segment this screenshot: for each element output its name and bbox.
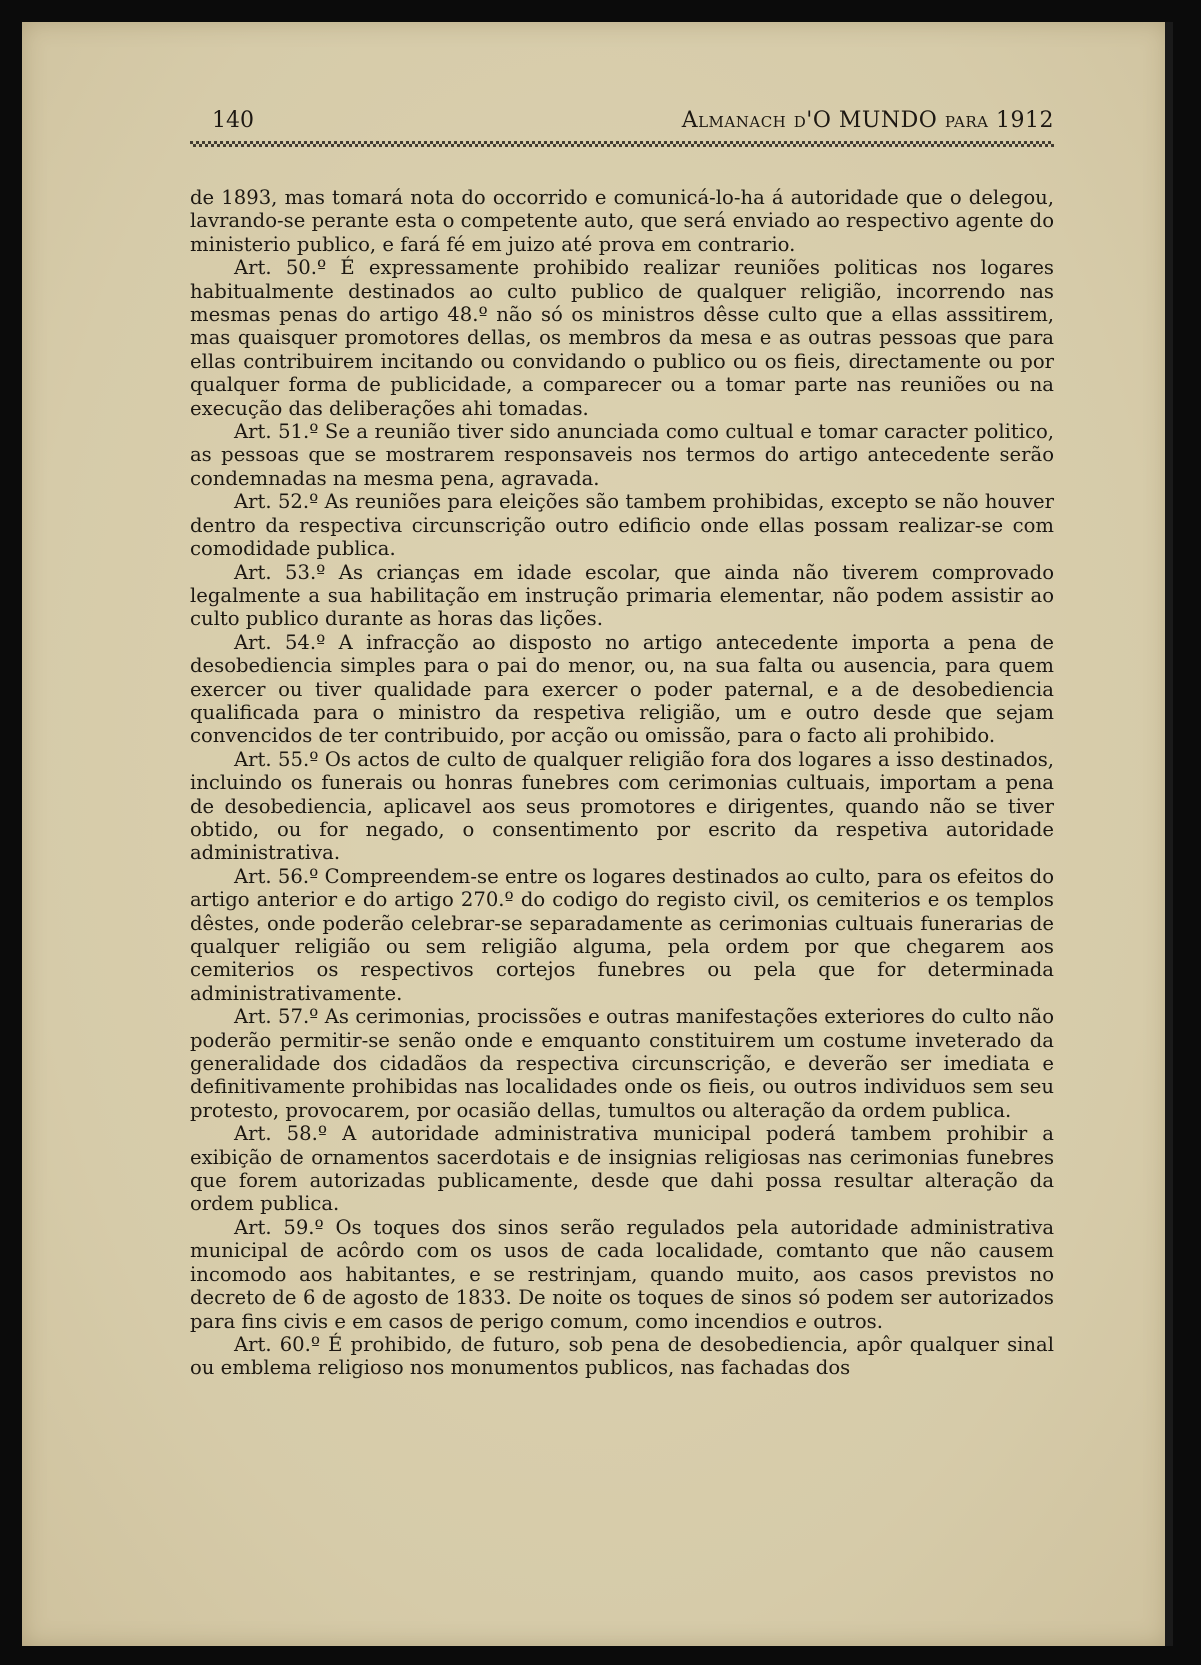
paragraph-continuation: de 1893, mas tomará nota do occorrido e comunicá-lo-ha á autoridade que o delegou, lavrando-se perante esta o competente auto, que será enviado ao respectivo agente do ministerio publico, e fará fé em juizo até prova em contrario.	[190, 186, 1054, 256]
article-56: Art. 56.º Compreendem-se entre os logares destinados ao culto, para os efeitos do artigo anterior e do artigo 270.º do codigo do registo civil, os cemiterios e os templos dêstes, onde poderão celebrar-se separadamente as cerimonias cultuais funerarias de qualquer religião ou sem religião alguma, pela ordem por que chegarem aos cemiterios os respectivos cortejos funebres ou pela que for determinada administrativamente.	[190, 864, 1054, 1005]
page-number: 140	[212, 108, 254, 133]
article-59: Art. 59.º Os toques dos sinos serão regulados pela autoridade administrativa municipal de acôrdo com os usos de cada localidade, comtanto que não causem incomodo aos habitantes, e se restrinjam, quando muito, aos casos previstos no decreto de 6 de agosto de 1833. De noite os toques de sinos só podem ser autorizados para fins civis e em casos de perigo comum, como incendios e outros.	[190, 1215, 1054, 1333]
running-title: Almanach d'O MUNDO para 1912	[681, 108, 1054, 133]
article-60: Art. 60.º É prohibido, de futuro, sob pena de desobediencia, apôr qualquer sinal ou emblema religioso nos monumentos publicos, nas fachadas dos	[190, 1332, 1054, 1380]
article-55: Art. 55.º Os actos de culto de qualquer religião fora dos logares a isso destinados, incluindo os funerais ou honras funebres com cerimonias cultuais, importam a pena de desobediencia, aplicavel aos seus promotores e dirigentes, quando não se tiver obtido, ou for negado, o consentimento por escrito da respetiva autoridade administrativa.	[190, 747, 1054, 865]
article-51: Art. 51.º Se a reunião tiver sido anunciada como cultual e tomar caracter politico, as pessoas que se mostrarem responsaveis nos termos do artigo antecedente serão condemnadas na mesma pena, agravada.	[190, 420, 1054, 490]
article-53: Art. 53.º As crianças em idade escolar, que ainda não tiverem comprovado legalmente a sua habilitação em instrução primaria elementar, não podem assistir ao culto publico durante as horas das lições.	[190, 560, 1054, 631]
article-52: Art. 52.º As reuniões para eleições são tambem prohibidas, excepto se não houver dentro da respectiva circunscrição outro edificio onde ellas possam realizar-se com comodidade publica.	[190, 490, 1054, 561]
article-57: Art. 57.º As cerimonias, procissões e outras manifestações exteriores do culto não poderão permitir-se senão onde e emquanto constituirem um costume inveterado da generalidade dos cidadãos da respectiva circunscrição, e deverão ser imediata e definitivamente prohibidas nas localidades onde os fieis, ou outros individuos sem seu protesto, provocarem, por ocasião dellas, tumultos ou alteração da ordem publica.	[190, 1005, 1054, 1122]
body-text	[190, 186, 1054, 1380]
decorative-header-rule	[190, 141, 1054, 147]
article-54: Art. 54.º A infracção ao disposto no artigo antecedente importa a pena de desobediencia simples para o pai do menor, ou, na sua falta ou ausencia, para quem exercer ou tiver qualidade para exercer o poder paternal, e a de desobediencia qualificada para o ministro da respetiva religião, um e outro desde que sejam convencidos de ter contribuido, por acção ou omissão, para o facto ali prohibido.	[190, 630, 1054, 748]
article-58: Art. 58.º A autoridade administrativa municipal poderá tambem prohibir a exibição de ornamentos sacerdotais e de insignias religiosas nas cerimonias funebres que forem autorizadas publicamente, desde que dahi possa resultar alteração da ordem publica.	[190, 1122, 1054, 1216]
article-50: Art. 50.º É expressamente prohibido realizar reuniões politicas nos logares habitualmente destinados ao culto publico de qualquer religião, incorrendo nas mesmas penas do artigo 48.º não só os ministros dêsse culto que a ellas asssitirem, mas quaisquer promotores dellas, os membros da mesa e as outras pessoas que para ellas contribuirem incitando ou convidando o publico ou os fieis, directamente ou por qualquer forma de publicidade, a comparecer ou a tomar parte nas reuniões ou na execução das deliberações ahi tomadas.	[190, 256, 1054, 420]
page-header	[190, 108, 1054, 144]
page-edge-shadow	[1165, 22, 1173, 1646]
